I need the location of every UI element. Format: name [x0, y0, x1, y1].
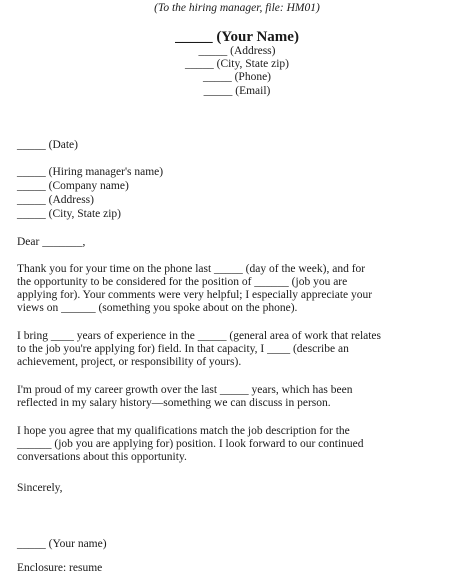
enclosure-note: Enclosure: resume: [17, 562, 103, 574]
sender-email: _____ (Email): [203, 85, 271, 97]
paragraph-line: conversations about this opportunity.: [17, 451, 187, 463]
paragraph-line: Thank you for your time on the phone last _____ (day of the week), and for: [17, 263, 366, 275]
paragraph-line: ______ (job you are applying for) position. I look forward to our continued: [17, 438, 364, 450]
sender-address: _____ (Address): [198, 45, 276, 57]
paragraph-line: views on ______ (something you spoke about on the phone).: [17, 302, 298, 314]
letter-date: _____ (Date): [17, 139, 78, 151]
recipient-company: _____ (Company name): [17, 180, 129, 192]
paragraph-line: to the job you're applying for) field. In that capacity, I ____ (describe an: [17, 343, 349, 355]
recipient-city-state-zip: _____ (City, State zip): [17, 208, 122, 220]
paragraph-line: reflected in my salary history—something we can discuss in person.: [17, 397, 331, 409]
salutation: Dear _______,: [17, 236, 86, 248]
paragraph-line: applying for). Your comments were very helpful; I especially appreciate your: [17, 289, 373, 301]
paragraph-line: the opportunity to be considered for the position of ______ (job you are: [17, 276, 348, 288]
closing: Sincerely,: [17, 482, 63, 494]
sender-name: _____ (Your Name): [175, 29, 299, 45]
body-paragraph-2: [17, 330, 457, 369]
paragraph-line: achievement, project, or responsibility of yours).: [17, 356, 242, 368]
paragraph-line: I hope you agree that my qualifications match the job description for the: [17, 425, 350, 437]
body-paragraph-3: [17, 384, 457, 410]
recipient-address: _____ (Address): [17, 194, 94, 206]
sender-city-state-zip: _____ (City, State zip): [184, 58, 290, 70]
file-note: (To the hiring manager, file: HM01): [154, 2, 320, 14]
sender-phone: _____ (Phone): [202, 71, 272, 83]
body-paragraph-4: [17, 425, 457, 464]
signature-line: _____ (Your name): [17, 538, 107, 550]
paragraph-line: I bring ____ years of experience in the _____ (general area of work that relates: [17, 330, 382, 342]
paragraph-line: I'm proud of my career growth over the last _____ years, which has been: [17, 384, 353, 396]
body-paragraph-1: [17, 263, 457, 315]
recipient-manager: _____ (Hiring manager's name): [17, 166, 164, 178]
